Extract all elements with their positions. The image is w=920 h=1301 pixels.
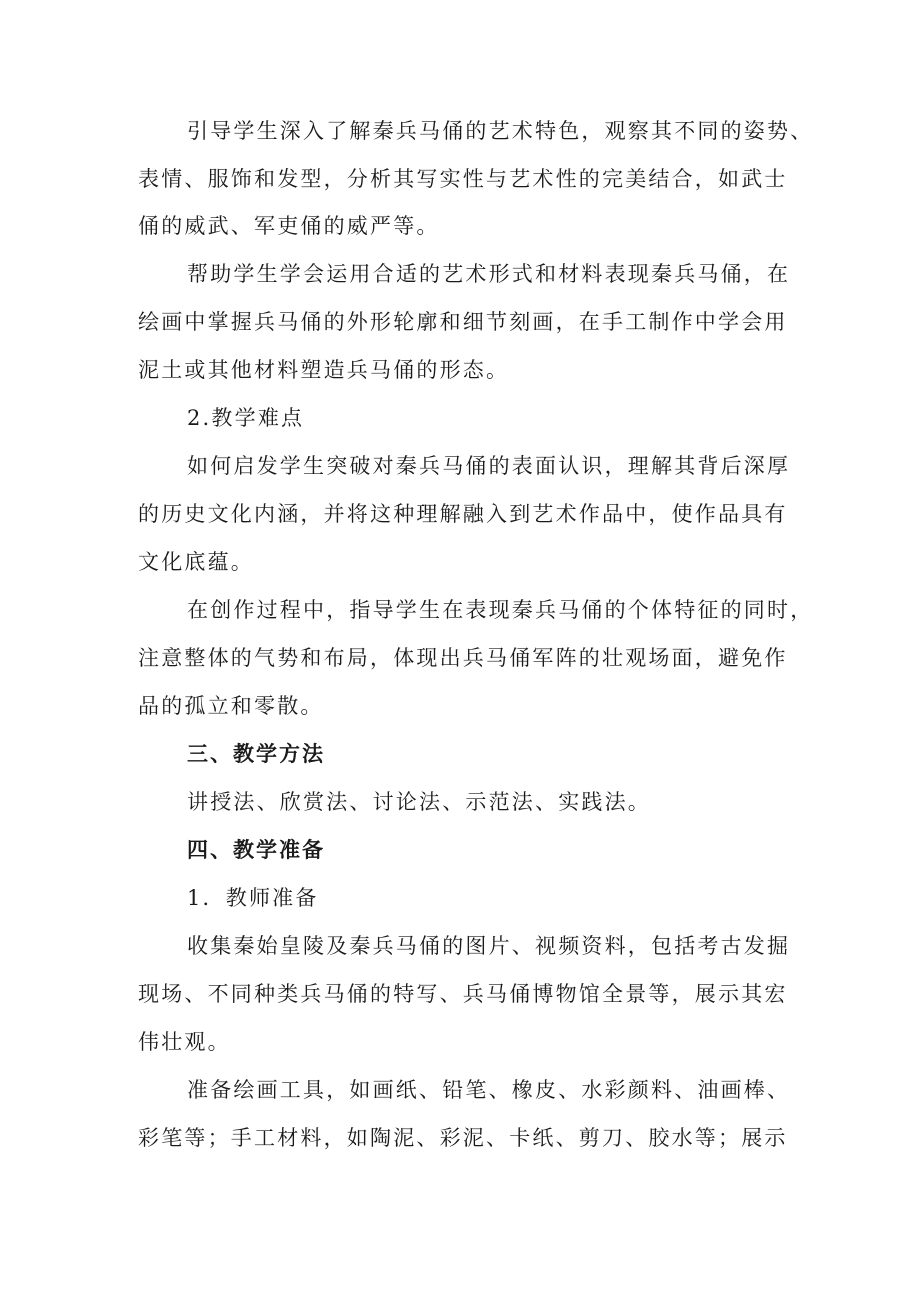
paragraph-line: 绘画中掌握兵马俑的外形轮廓和细节刻画，在手工制作中学会用 [138,310,788,334]
paragraph-line: 彩笔等；手工材料，如陶泥、彩泥、卡纸、剪刀、胶水等；展示 [138,1126,788,1150]
paragraph-line: 俑的威武、军吏俑的威严等。 [138,214,440,238]
paragraph-line: 现场、不同种类兵马俑的特写、兵马俑博物馆全景等，展示其宏 [138,982,788,1006]
paragraph-line: 帮助学生学会运用合适的艺术形式和材料表现秦兵马俑，在 [187,262,791,286]
paragraph-line: 的历史文化内涵，并将这种理解融入到艺术作品中，使作品具有 [138,502,788,526]
subsection-heading: 2.教学难点 [187,406,305,430]
section-heading: 三、教学方法 [187,742,325,766]
paragraph-line: 收集秦始皇陵及秦兵马俑的图片、视频资料，包括考古发掘 [187,934,791,958]
paragraph-line: 如何启发学生突破对秦兵马俑的表面认识，理解其背后深厚 [187,454,791,478]
paragraph-line: 泥土或其他材料塑造兵马俑的形态。 [138,358,510,382]
paragraph-line: 讲授法、欣赏法、讨论法、示范法、实践法。 [187,790,651,814]
paragraph-line: 文化底蕴。 [138,550,254,574]
paragraph-line: 品的孤立和零散。 [138,694,324,718]
paragraph-line: 引导学生深入了解秦兵马俑的艺术特色，观察其不同的姿势、 [187,119,814,143]
paragraph-line: 在创作过程中，指导学生在表现秦兵马俑的个体特征的同时， [187,598,814,622]
subsection-heading: 1．教师准备 [187,886,319,910]
section-heading: 四、教学准备 [187,838,325,862]
paragraph-line: 准备绘画工具，如画纸、铅笔、橡皮、水彩颜料、油画棒、 [187,1078,791,1102]
paragraph-line: 表情、服饰和发型，分析其写实性与艺术性的完美结合，如武士 [138,167,788,191]
paragraph-line: 伟壮观。 [138,1030,231,1054]
paragraph-line: 注意整体的气势和布局，体现出兵马俑军阵的壮观场面，避免作 [138,646,788,670]
